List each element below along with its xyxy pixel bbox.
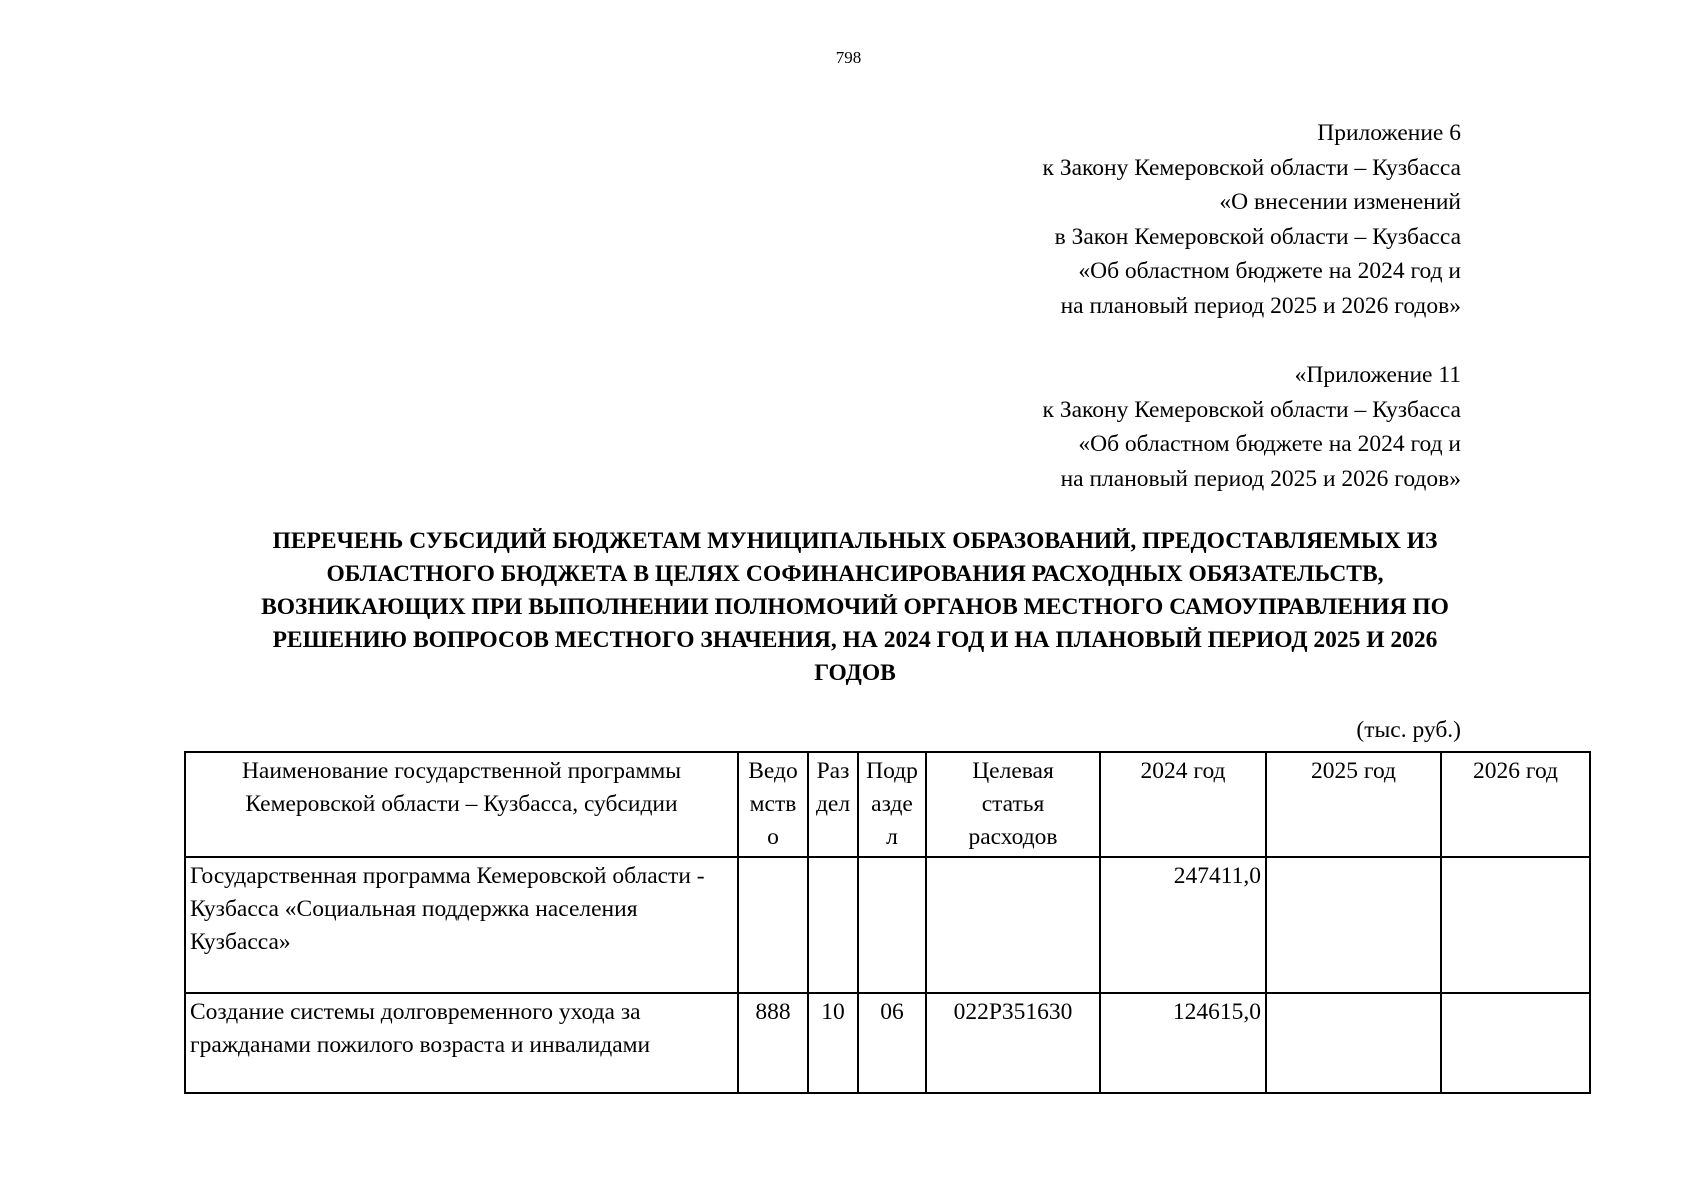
header-line: Раз — [816, 758, 850, 784]
subsidies-table — [184, 751, 1591, 1094]
appendix-line: на плановый период 2025 и 2026 годов» — [1060, 292, 1461, 319]
header-line: мств — [749, 791, 797, 817]
appendix-6-block — [1043, 116, 1461, 323]
cell-target — [926, 857, 1100, 993]
table-header-row — [185, 752, 1590, 857]
header-line: л — [886, 824, 898, 850]
header-line: Целевая — [972, 758, 1054, 784]
units-label: (тыс. руб.) — [1356, 717, 1461, 743]
cell-name: Создание системы долговременного ухода за гражданами пожилого возраста и инвалидами — [185, 993, 738, 1093]
header-dept — [738, 752, 808, 857]
page-number: 798 — [835, 48, 862, 67]
appendix-line: Приложение 6 — [1317, 120, 1461, 146]
cell-name: Государственная программа Кемеровской области - Кузбасса «Социальная поддержка населения Кузбасса» — [185, 857, 738, 993]
cell-target: 022P351630 — [926, 993, 1100, 1093]
cell-dept — [738, 857, 808, 993]
cell-section — [808, 857, 858, 993]
cell-section: 10 — [808, 993, 858, 1093]
title-line: ПЕРЕЧЕНЬ СУБСИДИЙ БЮДЖЕТАМ МУНИЦИПАЛЬНЫХ ОБРАЗОВАНИЙ, ПРЕДОСТАВЛЯЕМЫХ ИЗ — [272, 528, 1438, 554]
cell-2024: 124615,0 — [1100, 993, 1266, 1093]
title-line: ГОДОВ — [814, 660, 896, 686]
title-line: ВОЗНИКАЮЩИХ ПРИ ВЫПОЛНЕНИИ ПОЛНОМОЧИЙ ОРГАНОВ МЕСТНОГО САМОУПРАВЛЕНИЯ ПО — [261, 594, 1449, 620]
header-line: Подр — [866, 758, 918, 784]
header-subsection — [858, 752, 926, 857]
header-2024: 2024 год — [1100, 752, 1266, 857]
header-line: расходов — [968, 824, 1058, 850]
header-target — [926, 752, 1100, 857]
appendix-line: «О внесении изменений — [1219, 189, 1461, 215]
cell-2024: 247411,0 — [1100, 857, 1266, 993]
header-line: азде — [871, 791, 913, 817]
header-name — [185, 752, 738, 857]
appendix-line: на плановый период 2025 и 2026 годов» — [1060, 465, 1461, 492]
title-line: ОБЛАСТНОГО БЮДЖЕТА В ЦЕЛЯХ СОФИНАНСИРОВАНИЯ РАСХОДНЫХ ОБЯЗАТЕЛЬСТВ, — [326, 561, 1384, 587]
appendix-line: к Закону Кемеровской области – Кузбасса — [1042, 154, 1461, 181]
document-title — [205, 525, 1505, 690]
header-line: Наименование государственной программы — [241, 758, 682, 784]
appendix-line: к Закону Кемеровской области – Кузбасса — [1042, 396, 1461, 423]
header-line: Ведо — [748, 758, 798, 784]
header-section — [808, 752, 858, 857]
cell-2025 — [1266, 993, 1441, 1093]
appendix-11-block — [1043, 358, 1461, 496]
header-2026: 2026 год — [1441, 752, 1590, 857]
header-line: статья — [981, 791, 1045, 817]
appendix-line: в Закон Кемеровской области – Кузбасса — [1054, 223, 1461, 250]
appendix-line: «Об областном бюджете на 2024 год и — [1078, 431, 1461, 457]
header-2025: 2025 год — [1266, 752, 1441, 857]
header-line: о — [767, 824, 779, 850]
appendix-line: «Об областном бюджете на 2024 год и — [1078, 258, 1461, 284]
title-line: РЕШЕНИЮ ВОПРОСОВ МЕСТНОГО ЗНАЧЕНИЯ, НА 2024 ГОД И НА ПЛАНОВЫЙ ПЕРИОД 2025 И 2026 — [272, 627, 1438, 653]
header-line: дел — [815, 791, 851, 817]
cell-dept: 888 — [738, 993, 808, 1093]
table-row — [185, 993, 1590, 1093]
cell-subsection: 06 — [858, 993, 926, 1093]
cell-2026 — [1441, 857, 1590, 993]
cell-subsection — [858, 857, 926, 993]
cell-2026 — [1441, 993, 1590, 1093]
cell-2025 — [1266, 857, 1441, 993]
appendix-line: «Приложение 11 — [1294, 362, 1461, 388]
header-line: Кемеровской области – Кузбасса, субсидии — [245, 791, 678, 817]
table-row — [185, 857, 1590, 993]
